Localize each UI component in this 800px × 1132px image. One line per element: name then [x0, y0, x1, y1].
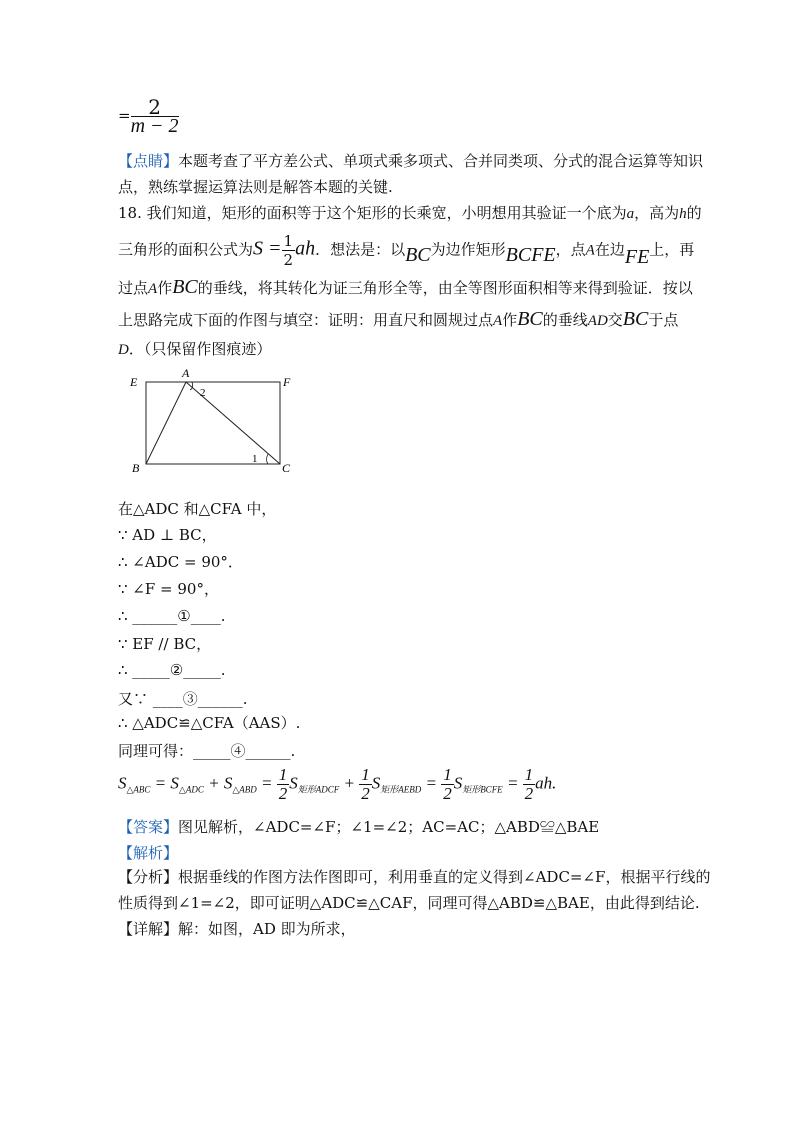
- area-eq: =: [154, 773, 167, 793]
- answer-tag: 【答案】: [118, 818, 179, 836]
- xiangjie-text: 解：如图，AD 即为所求，: [178, 920, 356, 938]
- dianqing-line-1: [118, 150, 703, 171]
- area-sub-abd: △ABD: [232, 784, 257, 795]
- half-den: 2: [524, 784, 534, 803]
- formula-s: S =: [253, 237, 282, 260]
- segment-ab: [146, 382, 186, 464]
- rectangle-triangle-diagram: [128, 368, 303, 480]
- half-num: 1: [278, 765, 288, 784]
- half-den: 2: [443, 784, 452, 803]
- area-s: S: [289, 773, 298, 793]
- area-sub-rect-bcfe: 矩形BCFE: [462, 784, 503, 795]
- proof-conclusion: ∴ △ADC≌△CFA（AAS）.: [118, 714, 301, 732]
- problem-text: 三角形的面积公式为: [118, 240, 254, 259]
- problem-text: 在边: [594, 240, 625, 259]
- half-fraction: [277, 766, 290, 803]
- problem-line-1: [118, 202, 702, 223]
- half-num: 1: [524, 765, 534, 784]
- area-eq: =: [506, 773, 519, 793]
- proof-blank-2: ∴ _____②_____.: [118, 661, 226, 679]
- var-h: h: [679, 206, 687, 222]
- proof-blank-4: 同理可得：_____④______.: [118, 742, 296, 760]
- problem-text: 的垂线: [542, 311, 588, 329]
- label-e: E: [130, 375, 138, 389]
- area-sub-adc: △ADC: [178, 784, 204, 795]
- angle-1-arc: [267, 454, 269, 464]
- problem-text: 的垂线，将其转化为证三角形全等，由全等图形面积相等来得到验证．按以: [197, 279, 693, 297]
- proof-blank-3: 又∵ ____③______.: [118, 690, 248, 708]
- fenxi-line-1: [118, 866, 710, 887]
- fenxi-tag: 【分析】: [118, 868, 179, 886]
- area-s: S: [118, 773, 127, 793]
- problem-text: 18. 我们知道，矩形的面积等于这个矩形的长乘宽，小明想用其验证一个底为: [118, 204, 627, 222]
- area-dot: .: [552, 773, 557, 793]
- area-s: S: [170, 773, 179, 793]
- fraction-numerator: 2: [131, 98, 179, 117]
- var-bc: BC: [622, 308, 649, 330]
- problem-text: 上思路完成下面的作图与填空：证明：用直尺和圆规过点: [118, 311, 494, 329]
- problem-text: ．（只保留作图痕迹）: [128, 340, 272, 358]
- var-a-point: A: [493, 313, 503, 329]
- fraction-denominator: m − 2: [130, 115, 179, 137]
- area-sub-abc: △ABC: [126, 784, 151, 795]
- problem-text: 为边作矩形: [430, 240, 506, 259]
- geometry-figure: [128, 368, 303, 480]
- problem-text: 作: [157, 279, 173, 297]
- half-num: 1: [361, 765, 370, 784]
- formula-numerator: 1: [283, 232, 294, 250]
- area-s: S: [223, 773, 233, 793]
- problem-line-3: [118, 276, 693, 299]
- problem-text: ．想法是：以: [315, 240, 406, 259]
- var-bc: BC: [517, 308, 543, 330]
- problem-text: 于点: [648, 311, 679, 329]
- proof-blank-1: ∴ ______①____.: [118, 607, 226, 625]
- problem-line-5: [118, 338, 271, 359]
- result-fraction: [130, 95, 179, 137]
- proof-line-3: ∴ ∠ADC = 90°．: [118, 553, 243, 571]
- half-fraction: [523, 766, 536, 803]
- var-a-point: A: [585, 242, 595, 259]
- area-equation: [118, 766, 556, 803]
- dianqing-tag: 【点睛】: [118, 152, 179, 170]
- half-num: 1: [443, 765, 452, 784]
- half-den: 2: [361, 784, 370, 803]
- label-angle-1: 1: [252, 453, 258, 465]
- problem-text: 交: [607, 311, 623, 329]
- var-a: a: [626, 206, 635, 222]
- area-eq: =: [425, 773, 437, 793]
- var-d: D: [118, 342, 129, 358]
- analysis-tag: 【解析】: [118, 844, 179, 862]
- area-sub-rect-aebd: 矩形AEBD: [380, 784, 422, 795]
- formula-denominator: 2: [283, 251, 294, 269]
- label-a: A: [182, 368, 190, 380]
- var-bcfe: BCFE: [505, 243, 556, 266]
- proof-line-1: 在△ADC 和△CFA 中，: [118, 500, 277, 518]
- dianqing-text-1: 本题考查了平方差公式、单项式乘多项式、合并同类项、分式的混合运算等知识: [178, 152, 704, 170]
- label-f: F: [283, 375, 291, 389]
- fenxi-line-2: 性质得到∠1=∠2，即可证明△ADC≌△CAF，同理可得△ABD≌△BAE，由此得到结论.: [118, 894, 700, 912]
- var-a-point: A: [148, 281, 158, 297]
- label-b: B: [132, 461, 140, 475]
- fraction-result: [118, 95, 179, 137]
- answer-text: 图见解析，∠ADC=∠F；∠1=∠2；AC=AC；△ABD≌△BAE: [178, 818, 600, 836]
- proof-line-2: ∵ AD ⊥ BC，: [118, 526, 217, 544]
- formula-fraction: [282, 232, 296, 269]
- equals-sign: =: [118, 106, 131, 125]
- var-ad: AD: [587, 313, 608, 329]
- label-angle-2: 2: [200, 387, 206, 399]
- area-plus: +: [208, 773, 220, 793]
- fenxi-text-1: 根据垂线的作图方法作图即可，利用垂直的定义得到∠ADC=∠F，根据平行线的: [178, 868, 711, 886]
- xiangjie-line: [118, 918, 356, 939]
- half-fraction: [441, 766, 454, 803]
- problem-text: ，高为: [634, 204, 680, 222]
- problem-text: 上，再: [649, 240, 695, 259]
- label-c: C: [282, 461, 291, 475]
- answer-line: [118, 816, 599, 837]
- proof-line-6: ∵ EF // BC，: [118, 635, 212, 653]
- area-ah: ah: [535, 773, 553, 793]
- problem-text: 作: [502, 311, 518, 329]
- area-s: S: [453, 773, 463, 793]
- proof-line-4: ∵ ∠F = 90°，: [118, 580, 219, 598]
- area-eq: =: [260, 773, 273, 793]
- dianqing-line-2: 点，熟练掌握运算法则是解答本题的关键.: [118, 178, 393, 196]
- problem-text: ，点: [555, 240, 586, 259]
- problem-text: 过点: [118, 279, 149, 297]
- half-den: 2: [278, 784, 288, 803]
- problem-text: 的: [686, 204, 702, 222]
- var-fe: FE: [624, 245, 650, 268]
- half-fraction: [359, 766, 372, 803]
- area-sub-rect-adcf: 矩形ADCF: [297, 784, 340, 795]
- var-bc: BC: [172, 276, 198, 298]
- var-bc: BC: [405, 243, 431, 266]
- problem-line-4: [118, 308, 678, 331]
- problem-line-2: [118, 232, 694, 269]
- formula-ah: ah: [295, 237, 316, 260]
- xiangjie-tag: 【详解】: [118, 920, 179, 938]
- area-plus: +: [343, 773, 355, 793]
- area-s: S: [371, 773, 381, 793]
